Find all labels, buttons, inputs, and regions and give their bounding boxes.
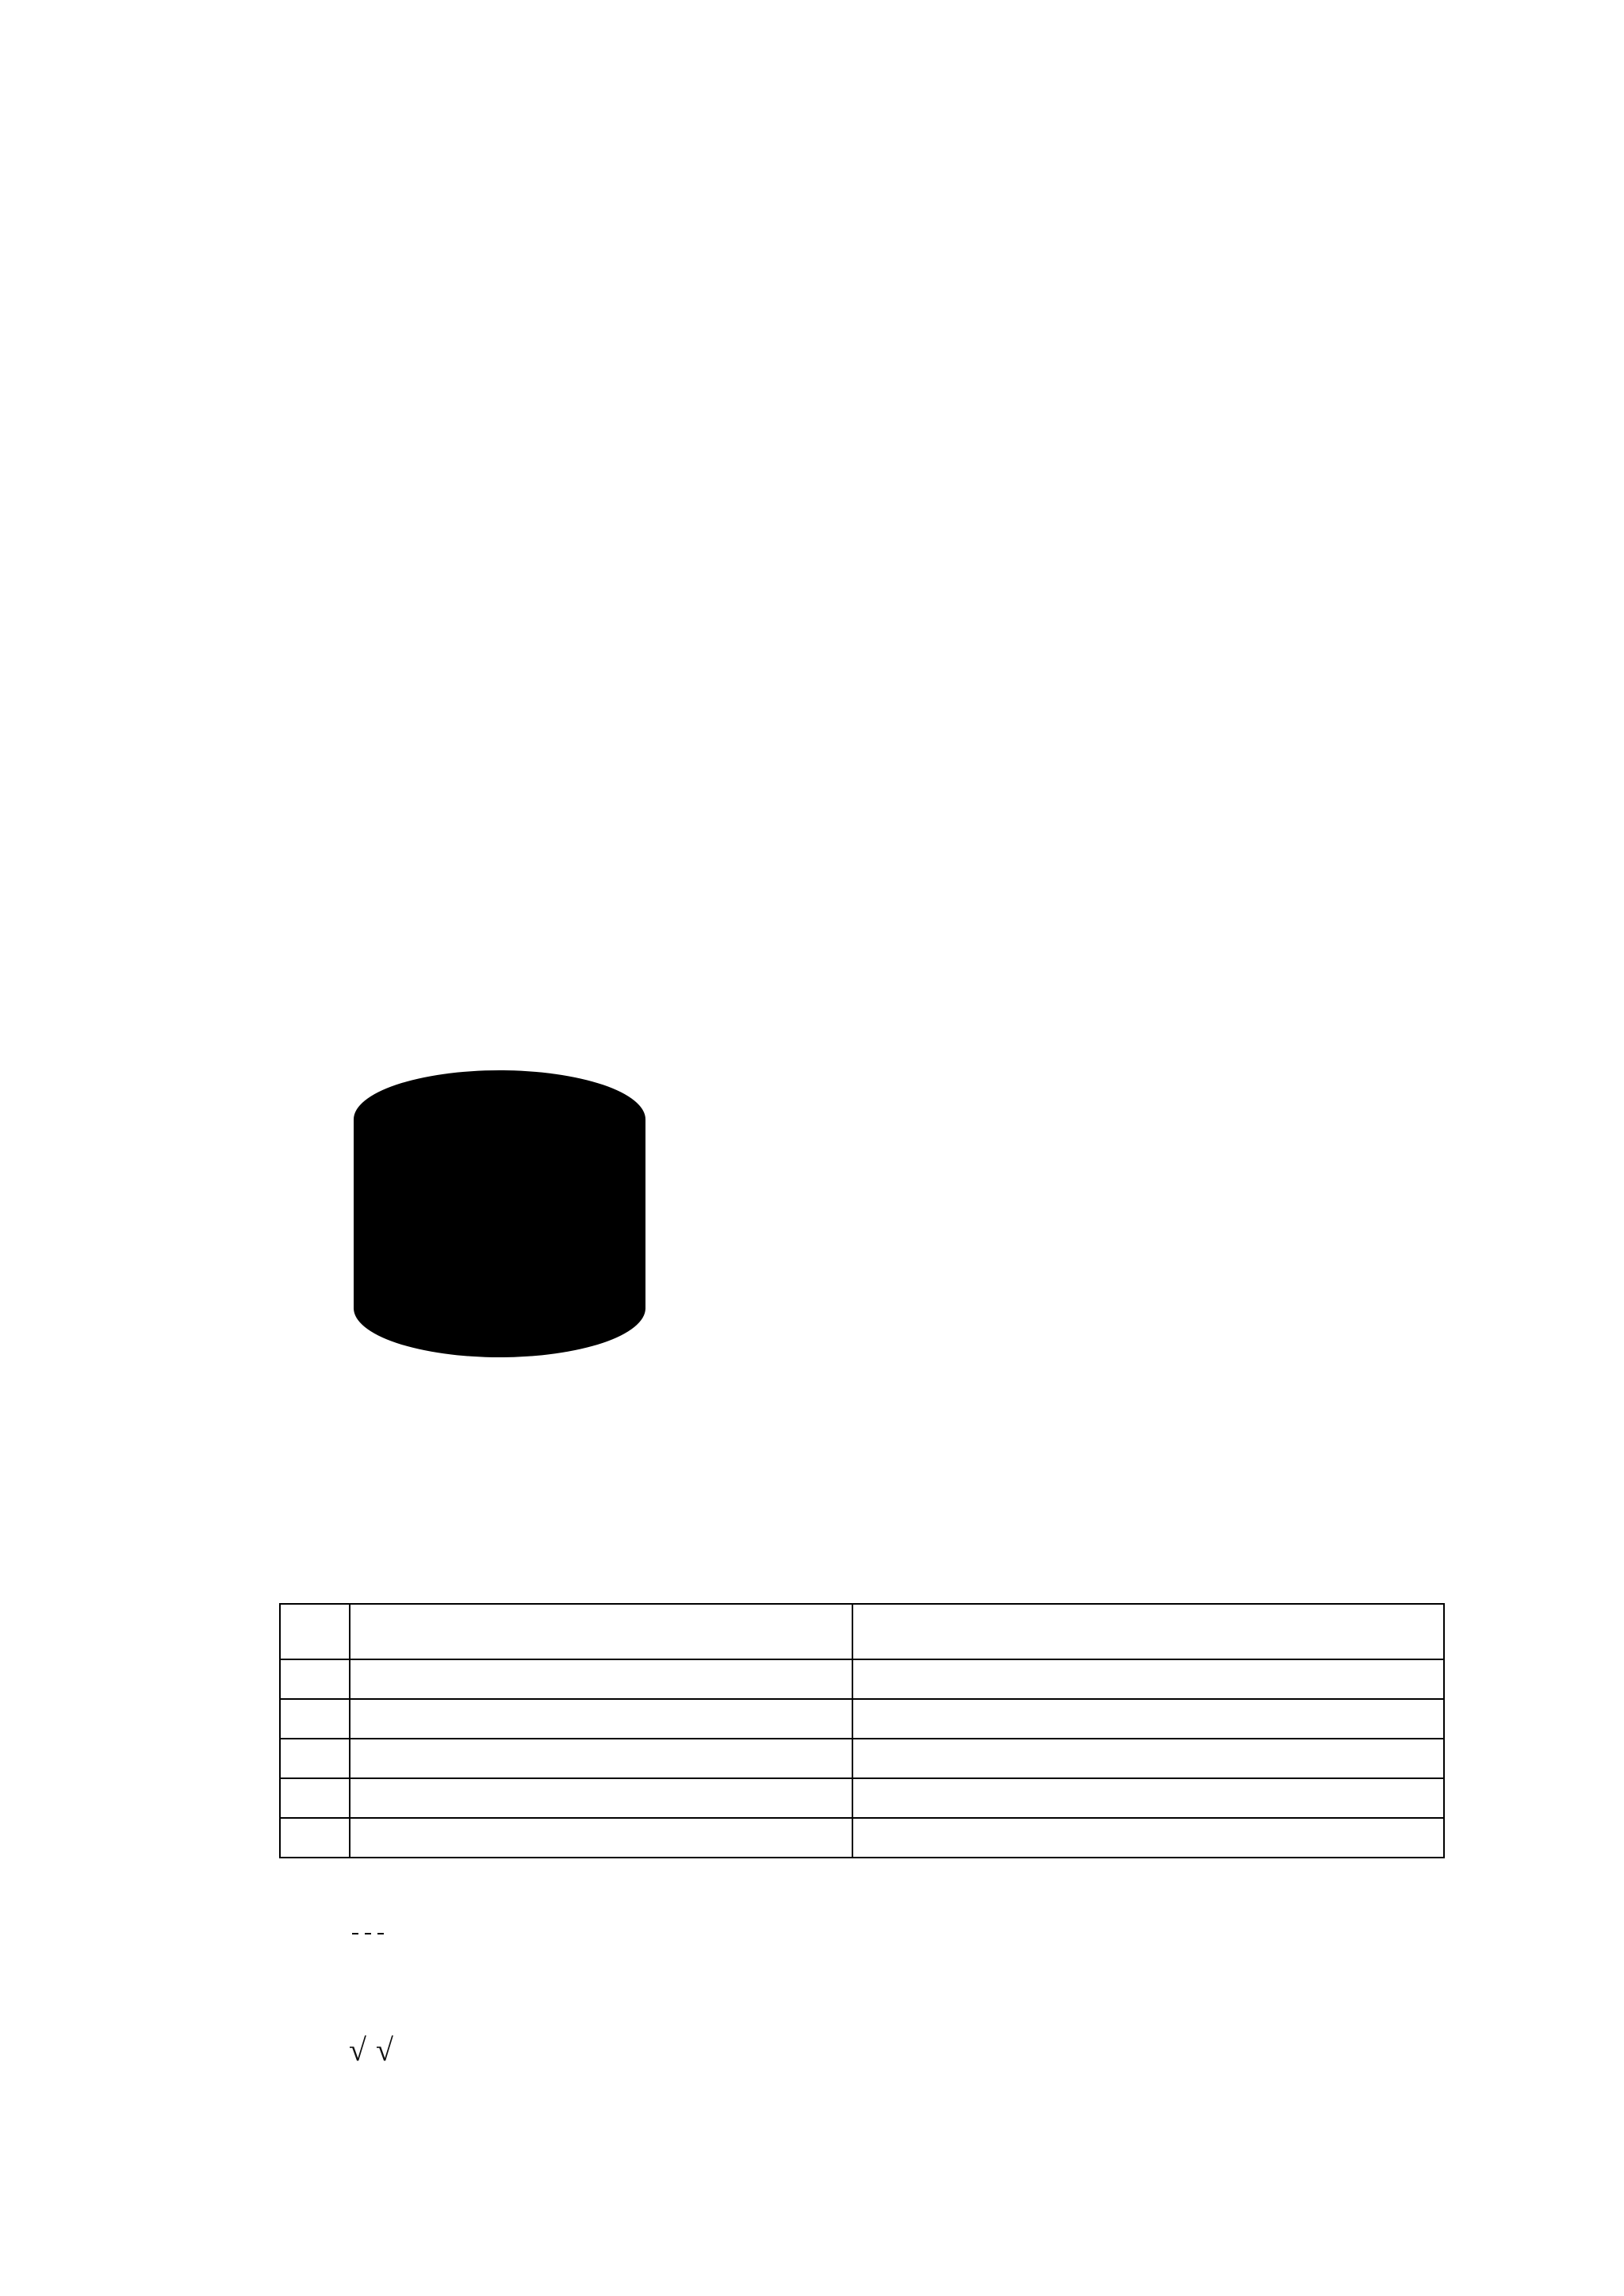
table-row <box>280 1739 1444 1778</box>
fraction-expression <box>349 1933 395 1934</box>
table-row <box>280 1778 1444 1818</box>
header-nama <box>350 1604 852 1659</box>
table-row <box>280 1659 1444 1699</box>
q1-item-b <box>295 243 1434 294</box>
q2-columns <box>293 558 1427 859</box>
student-table <box>279 1603 1445 1858</box>
cylinder-top <box>354 1070 645 1169</box>
table-header-row <box>280 1604 1444 1659</box>
q5-item-b <box>295 2031 406 2068</box>
radical-expression <box>349 2031 406 2068</box>
sqrt-icon: √ <box>349 2032 366 2068</box>
cylinder-illustration <box>341 1054 674 1387</box>
header-alamat <box>852 1604 1444 1659</box>
table-row <box>280 1818 1444 1858</box>
q1-item-a <box>295 194 1434 243</box>
sqrt-icon: √ <box>375 2032 393 2068</box>
table-row <box>280 1699 1444 1739</box>
header-no <box>280 1604 350 1659</box>
fraction <box>352 1933 358 1934</box>
q5-item-a <box>295 1933 395 1934</box>
question-text <box>295 194 1434 294</box>
fraction <box>365 1933 371 1934</box>
fraction <box>377 1933 384 1934</box>
